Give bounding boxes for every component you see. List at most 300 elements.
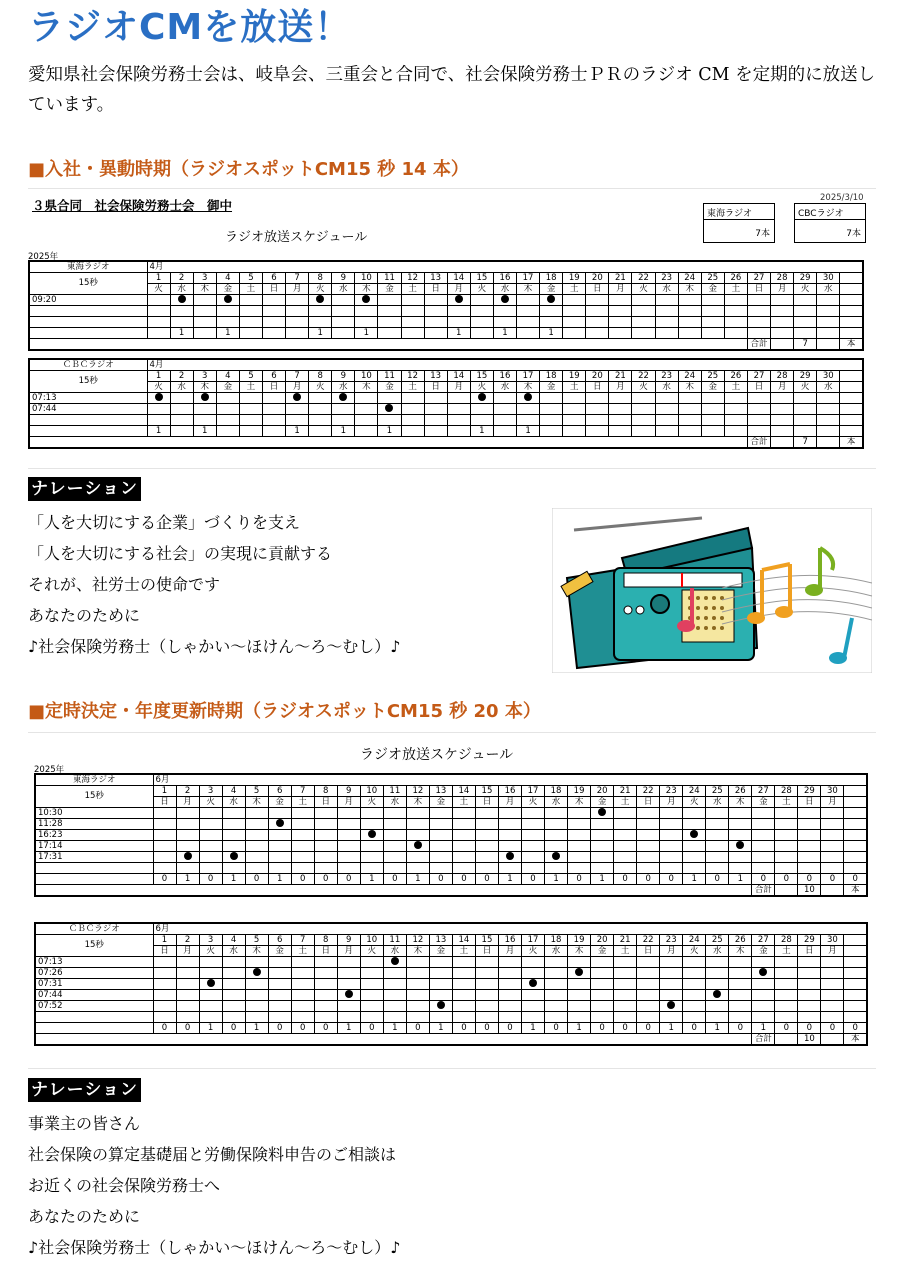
day-number: 9 bbox=[337, 935, 360, 946]
schedule-cell bbox=[475, 830, 498, 841]
weekday: 土 bbox=[291, 797, 314, 808]
schedule-cell bbox=[268, 819, 291, 830]
schedule-cell bbox=[706, 841, 729, 852]
schedule-cell bbox=[199, 979, 222, 990]
weekday: 月 bbox=[821, 797, 844, 808]
schedule-title: ラジオ放送スケジュール bbox=[225, 230, 368, 245]
count-row bbox=[29, 328, 863, 339]
schedule-cell bbox=[245, 1001, 268, 1012]
schedule-cell bbox=[245, 841, 268, 852]
day-number: 25 bbox=[701, 273, 724, 284]
time-slot-row bbox=[35, 1001, 867, 1012]
schedule-cell bbox=[637, 808, 660, 819]
schedule-cell bbox=[522, 819, 545, 830]
schedule-cell bbox=[475, 979, 498, 990]
schedule-cell bbox=[406, 990, 429, 1001]
daily-count bbox=[747, 426, 770, 437]
weekday: 月 bbox=[176, 797, 199, 808]
broadcast-dot-icon bbox=[690, 830, 698, 838]
day-number: 17 bbox=[517, 273, 540, 284]
schedule-cell bbox=[193, 295, 216, 306]
day-number: 2 bbox=[176, 786, 199, 797]
schedule-cell bbox=[798, 830, 821, 841]
daily-count bbox=[378, 328, 401, 339]
weekday: 水 bbox=[655, 284, 678, 295]
schedule-cell bbox=[775, 957, 798, 968]
empty-cell bbox=[678, 415, 701, 426]
daily-count: 1 bbox=[199, 1023, 222, 1034]
empty-cell bbox=[199, 1012, 222, 1023]
narration-line: あなたのために bbox=[28, 1207, 141, 1226]
day-number: 9 bbox=[332, 371, 355, 382]
daily-count: 0 bbox=[660, 874, 683, 885]
broadcast-dot-icon bbox=[184, 852, 192, 860]
day-number: 19 bbox=[568, 935, 591, 946]
empty-cell bbox=[706, 863, 729, 874]
schedule-cell bbox=[683, 819, 706, 830]
schedule-cell bbox=[752, 819, 775, 830]
weekday: 土 bbox=[614, 797, 637, 808]
schedule-cell bbox=[660, 957, 683, 968]
total-value: 7 bbox=[794, 339, 817, 351]
schedule-cell bbox=[337, 957, 360, 968]
daily-count: 1 bbox=[568, 1023, 591, 1034]
schedule-cell bbox=[447, 404, 470, 415]
empty-cell bbox=[771, 317, 794, 328]
schedule-cell bbox=[747, 404, 770, 415]
schedule-cell bbox=[568, 968, 591, 979]
day-number: 15 bbox=[470, 371, 493, 382]
schedule-cell bbox=[429, 852, 452, 863]
empty-cell bbox=[540, 306, 563, 317]
daily-count bbox=[401, 328, 424, 339]
day-number: 11 bbox=[378, 371, 401, 382]
weekday: 木 bbox=[678, 284, 701, 295]
daily-count bbox=[794, 426, 817, 437]
schedule-cell bbox=[291, 808, 314, 819]
schedule-cell bbox=[591, 968, 614, 979]
schedule-cell bbox=[498, 957, 521, 968]
schedule-cell bbox=[153, 819, 176, 830]
schedule-cell bbox=[153, 979, 176, 990]
schedule-cell bbox=[568, 979, 591, 990]
day-number: 28 bbox=[771, 273, 794, 284]
schedule-cell bbox=[153, 852, 176, 863]
schedule-cell bbox=[614, 990, 637, 1001]
slot-time: 07:31 bbox=[35, 979, 153, 990]
schedule-cell bbox=[337, 852, 360, 863]
narration-line: あなたのために bbox=[28, 606, 141, 625]
schedule-cell bbox=[360, 957, 383, 968]
schedule-cell bbox=[475, 808, 498, 819]
daily-count: 1 bbox=[540, 328, 563, 339]
schedule-cell bbox=[637, 990, 660, 1001]
day-number: 10 bbox=[355, 273, 378, 284]
weekday: 金 bbox=[378, 284, 401, 295]
empty-cell bbox=[840, 306, 863, 317]
schedule-cell bbox=[176, 841, 199, 852]
day-number: 20 bbox=[586, 273, 609, 284]
daily-count: 1 bbox=[309, 328, 332, 339]
schedule-cell bbox=[821, 841, 844, 852]
empty-cell bbox=[794, 306, 817, 317]
schedule-cell bbox=[262, 404, 285, 415]
daily-count: 0 bbox=[844, 874, 867, 885]
daily-count bbox=[632, 328, 655, 339]
schedule-cell bbox=[222, 819, 245, 830]
day-number: 4 bbox=[222, 935, 245, 946]
empty-cell bbox=[332, 306, 355, 317]
schedule-cell bbox=[591, 841, 614, 852]
schedule-cell bbox=[840, 295, 863, 306]
broadcast-dot-icon bbox=[437, 1001, 445, 1009]
schedule-cell bbox=[452, 808, 475, 819]
day-number: 28 bbox=[775, 935, 798, 946]
schedule-cell bbox=[314, 957, 337, 968]
schedule-cell bbox=[383, 819, 406, 830]
total-row bbox=[35, 885, 867, 897]
empty-cell bbox=[337, 863, 360, 874]
empty-cell bbox=[724, 317, 747, 328]
empty-cell bbox=[355, 306, 378, 317]
schedule-cell bbox=[332, 404, 355, 415]
daily-count: 1 bbox=[360, 874, 383, 885]
daily-count bbox=[216, 426, 239, 437]
daily-count bbox=[817, 426, 840, 437]
schedule-cell bbox=[752, 990, 775, 1001]
weekday: 土 bbox=[775, 946, 798, 957]
empty-cell bbox=[216, 306, 239, 317]
schedule-sheet-june bbox=[28, 736, 876, 1066]
broadcast-dot-icon bbox=[362, 295, 370, 303]
time-slot-row bbox=[29, 295, 863, 306]
daily-count bbox=[563, 426, 586, 437]
total-label: 合計 bbox=[752, 885, 775, 897]
schedule-cell bbox=[817, 393, 840, 404]
day-number: 21 bbox=[609, 273, 632, 284]
schedule-cell bbox=[429, 979, 452, 990]
slot-time: 17:31 bbox=[35, 852, 153, 863]
schedule-cell bbox=[844, 808, 867, 819]
weekday-row bbox=[29, 284, 863, 295]
day-number: 20 bbox=[591, 786, 614, 797]
empty-cell bbox=[724, 415, 747, 426]
daily-count bbox=[309, 426, 332, 437]
empty-cell bbox=[383, 1012, 406, 1023]
schedule-cell bbox=[309, 393, 332, 404]
weekday: 金 bbox=[752, 797, 775, 808]
empty-cell bbox=[35, 874, 153, 885]
schedule-cell bbox=[545, 979, 568, 990]
schedule-cell bbox=[493, 295, 516, 306]
schedule-cell bbox=[337, 979, 360, 990]
daily-count: 0 bbox=[429, 874, 452, 885]
empty-cell bbox=[309, 415, 332, 426]
day-row bbox=[35, 786, 867, 797]
weekday: 土 bbox=[724, 284, 747, 295]
narration-line: 事業主の皆さん bbox=[28, 1114, 141, 1133]
schedule-cell bbox=[752, 979, 775, 990]
weekday: 日 bbox=[424, 382, 447, 393]
empty-cell bbox=[332, 317, 355, 328]
total-unit: 本 bbox=[840, 339, 863, 351]
weekday: 水 bbox=[383, 797, 406, 808]
empty-cell bbox=[678, 317, 701, 328]
daily-count: 1 bbox=[517, 426, 540, 437]
schedule-cell bbox=[176, 852, 199, 863]
daily-count: 1 bbox=[498, 874, 521, 885]
schedule-cell bbox=[383, 1001, 406, 1012]
schedule-cell bbox=[360, 968, 383, 979]
schedule-cell bbox=[729, 979, 752, 990]
empty-cell bbox=[771, 306, 794, 317]
schedule-cell bbox=[517, 404, 540, 415]
schedule-cell bbox=[637, 852, 660, 863]
schedule-cell bbox=[798, 852, 821, 863]
schedule-cell bbox=[498, 979, 521, 990]
schedule-cell bbox=[655, 404, 678, 415]
weekday: 月 bbox=[771, 284, 794, 295]
day-number: 5 bbox=[245, 786, 268, 797]
narration-line: 社会保険の算定基礎届と労働保険料申告のご相談は bbox=[28, 1145, 397, 1164]
day-number: 25 bbox=[706, 935, 729, 946]
daily-count bbox=[678, 426, 701, 437]
schedule-cell bbox=[545, 819, 568, 830]
month-row bbox=[29, 359, 863, 371]
time-slot-row bbox=[35, 808, 867, 819]
weekday: 金 bbox=[268, 797, 291, 808]
section1-heading: ■入社・異動時期（ラジオスポットCM15 秒 14 本） bbox=[28, 159, 469, 180]
day-number: 27 bbox=[747, 371, 770, 382]
schedule-cell bbox=[586, 404, 609, 415]
schedule-cell bbox=[268, 1001, 291, 1012]
broadcast-dot-icon bbox=[759, 968, 767, 976]
schedule-cell bbox=[153, 841, 176, 852]
schedule-cell bbox=[475, 1001, 498, 1012]
day-number: 28 bbox=[775, 786, 798, 797]
broadcast-dot-icon bbox=[736, 841, 744, 849]
schedule-cell bbox=[406, 808, 429, 819]
daily-count bbox=[701, 426, 724, 437]
schedule-table-cbc-april bbox=[28, 358, 864, 449]
schedule-cell bbox=[239, 404, 262, 415]
daily-count: 1 bbox=[706, 1023, 729, 1034]
empty-cell bbox=[609, 415, 632, 426]
daily-count: 0 bbox=[821, 1023, 844, 1034]
schedule-cell bbox=[291, 1001, 314, 1012]
schedule-cell bbox=[406, 968, 429, 979]
schedule-cell bbox=[286, 404, 309, 415]
empty-cell bbox=[844, 1012, 867, 1023]
day-number: 22 bbox=[632, 273, 655, 284]
daily-count: 1 bbox=[332, 426, 355, 437]
total-unit: 本 bbox=[844, 885, 867, 897]
empty-cell bbox=[153, 863, 176, 874]
empty-cell bbox=[840, 371, 863, 382]
schedule-cell bbox=[429, 968, 452, 979]
duration-label: 15秒 bbox=[35, 935, 153, 957]
daily-count bbox=[262, 328, 285, 339]
empty-cell bbox=[216, 317, 239, 328]
schedule-cell bbox=[286, 295, 309, 306]
schedule-cell bbox=[424, 393, 447, 404]
day-number: 3 bbox=[199, 935, 222, 946]
empty-cell bbox=[309, 317, 332, 328]
blank-row bbox=[29, 415, 863, 426]
empty-cell bbox=[517, 306, 540, 317]
schedule-cell bbox=[176, 968, 199, 979]
schedule-cell bbox=[568, 990, 591, 1001]
total-label: 合計 bbox=[747, 339, 770, 351]
schedule-cell bbox=[660, 841, 683, 852]
empty-cell bbox=[35, 863, 153, 874]
day-number: 8 bbox=[309, 273, 332, 284]
schedule-cell bbox=[314, 1001, 337, 1012]
schedule-cell bbox=[170, 404, 193, 415]
schedule-cell bbox=[614, 830, 637, 841]
schedule-cell bbox=[153, 808, 176, 819]
empty-cell bbox=[314, 1012, 337, 1023]
schedule-cell bbox=[401, 393, 424, 404]
weekday: 火 bbox=[360, 946, 383, 957]
weekday: 日 bbox=[262, 284, 285, 295]
schedule-cell bbox=[614, 1001, 637, 1012]
day-number: 6 bbox=[268, 786, 291, 797]
schedule-table-tokai-june bbox=[34, 773, 868, 897]
schedule-cell bbox=[222, 1001, 245, 1012]
schedule-cell bbox=[683, 830, 706, 841]
empty-cell bbox=[29, 426, 147, 437]
day-number: 17 bbox=[522, 935, 545, 946]
schedule-cell bbox=[153, 830, 176, 841]
summary-cbc: CBCラジオ 7本 bbox=[794, 203, 866, 243]
day-number: 25 bbox=[701, 371, 724, 382]
schedule-date: 2025/3/10 bbox=[820, 193, 864, 203]
schedule-cell bbox=[475, 968, 498, 979]
weekday: 水 bbox=[222, 946, 245, 957]
day-number: 14 bbox=[452, 935, 475, 946]
schedule-cell bbox=[222, 957, 245, 968]
weekday: 日 bbox=[314, 946, 337, 957]
schedule-cell bbox=[614, 841, 637, 852]
daily-count bbox=[586, 328, 609, 339]
daily-count bbox=[632, 426, 655, 437]
weekday: 日 bbox=[475, 946, 498, 957]
schedule-cell bbox=[291, 841, 314, 852]
empty-cell bbox=[35, 885, 752, 897]
empty-cell bbox=[747, 415, 770, 426]
weekday: 月 bbox=[821, 946, 844, 957]
empty-cell bbox=[660, 1012, 683, 1023]
empty-cell bbox=[798, 863, 821, 874]
schedule-cell bbox=[199, 1001, 222, 1012]
empty-cell bbox=[424, 415, 447, 426]
schedule-cell bbox=[614, 968, 637, 979]
time-slot-row bbox=[35, 852, 867, 863]
daily-count: 0 bbox=[360, 1023, 383, 1034]
schedule-cell bbox=[752, 852, 775, 863]
daily-count: 0 bbox=[452, 874, 475, 885]
weekday: 土 bbox=[614, 946, 637, 957]
empty-cell bbox=[222, 863, 245, 874]
empty-cell bbox=[545, 863, 568, 874]
schedule-cell bbox=[660, 852, 683, 863]
daily-count: 1 bbox=[216, 328, 239, 339]
schedule-cell bbox=[424, 404, 447, 415]
schedule-cell bbox=[452, 852, 475, 863]
schedule-cell bbox=[798, 990, 821, 1001]
empty-cell bbox=[447, 317, 470, 328]
schedule-cell bbox=[775, 979, 798, 990]
duration-label: 15秒 bbox=[35, 786, 153, 808]
schedule-cell bbox=[522, 841, 545, 852]
empty-cell bbox=[517, 317, 540, 328]
schedule-cell bbox=[291, 957, 314, 968]
weekday: 木 bbox=[355, 382, 378, 393]
schedule-cell bbox=[844, 957, 867, 968]
daily-count: 1 bbox=[660, 1023, 683, 1034]
weekday: 水 bbox=[222, 797, 245, 808]
schedule-cell bbox=[522, 808, 545, 819]
client-name: ３県合同 社会保険労務士会 御中 bbox=[32, 198, 233, 213]
day-number: 23 bbox=[655, 273, 678, 284]
total-row bbox=[29, 339, 863, 351]
empty-cell bbox=[840, 415, 863, 426]
empty-cell bbox=[170, 306, 193, 317]
schedule-cell bbox=[540, 404, 563, 415]
schedule-cell bbox=[591, 1001, 614, 1012]
daily-count: 0 bbox=[752, 874, 775, 885]
empty-cell bbox=[147, 306, 170, 317]
day-number: 19 bbox=[568, 786, 591, 797]
slot-time: 07:13 bbox=[35, 957, 153, 968]
empty-cell bbox=[239, 317, 262, 328]
empty-cell bbox=[771, 339, 794, 351]
schedule-cell bbox=[199, 957, 222, 968]
schedule-cell bbox=[752, 808, 775, 819]
empty-cell bbox=[170, 415, 193, 426]
empty-cell bbox=[655, 415, 678, 426]
day-number: 1 bbox=[153, 935, 176, 946]
empty-cell bbox=[775, 1034, 798, 1046]
empty-cell bbox=[817, 306, 840, 317]
schedule-cell bbox=[683, 841, 706, 852]
schedule-cell bbox=[632, 295, 655, 306]
total-value: 10 bbox=[798, 885, 821, 897]
weekday: 水 bbox=[493, 284, 516, 295]
day-number: 22 bbox=[632, 371, 655, 382]
schedule-cell bbox=[222, 841, 245, 852]
schedule-cell bbox=[609, 295, 632, 306]
weekday: 水 bbox=[493, 382, 516, 393]
empty-cell bbox=[429, 863, 452, 874]
day-number: 10 bbox=[360, 786, 383, 797]
schedule-cell bbox=[153, 957, 176, 968]
schedule-cell bbox=[314, 841, 337, 852]
schedule-cell bbox=[660, 819, 683, 830]
weekday: 火 bbox=[683, 797, 706, 808]
empty-cell bbox=[563, 317, 586, 328]
broadcast-dot-icon bbox=[529, 979, 537, 987]
day-number: 13 bbox=[429, 786, 452, 797]
empty-cell bbox=[817, 437, 840, 449]
schedule-cell bbox=[844, 852, 867, 863]
schedule-cell bbox=[314, 830, 337, 841]
schedule-cell bbox=[176, 808, 199, 819]
day-number: 4 bbox=[216, 273, 239, 284]
schedule-cell bbox=[383, 957, 406, 968]
day-number: 21 bbox=[614, 935, 637, 946]
